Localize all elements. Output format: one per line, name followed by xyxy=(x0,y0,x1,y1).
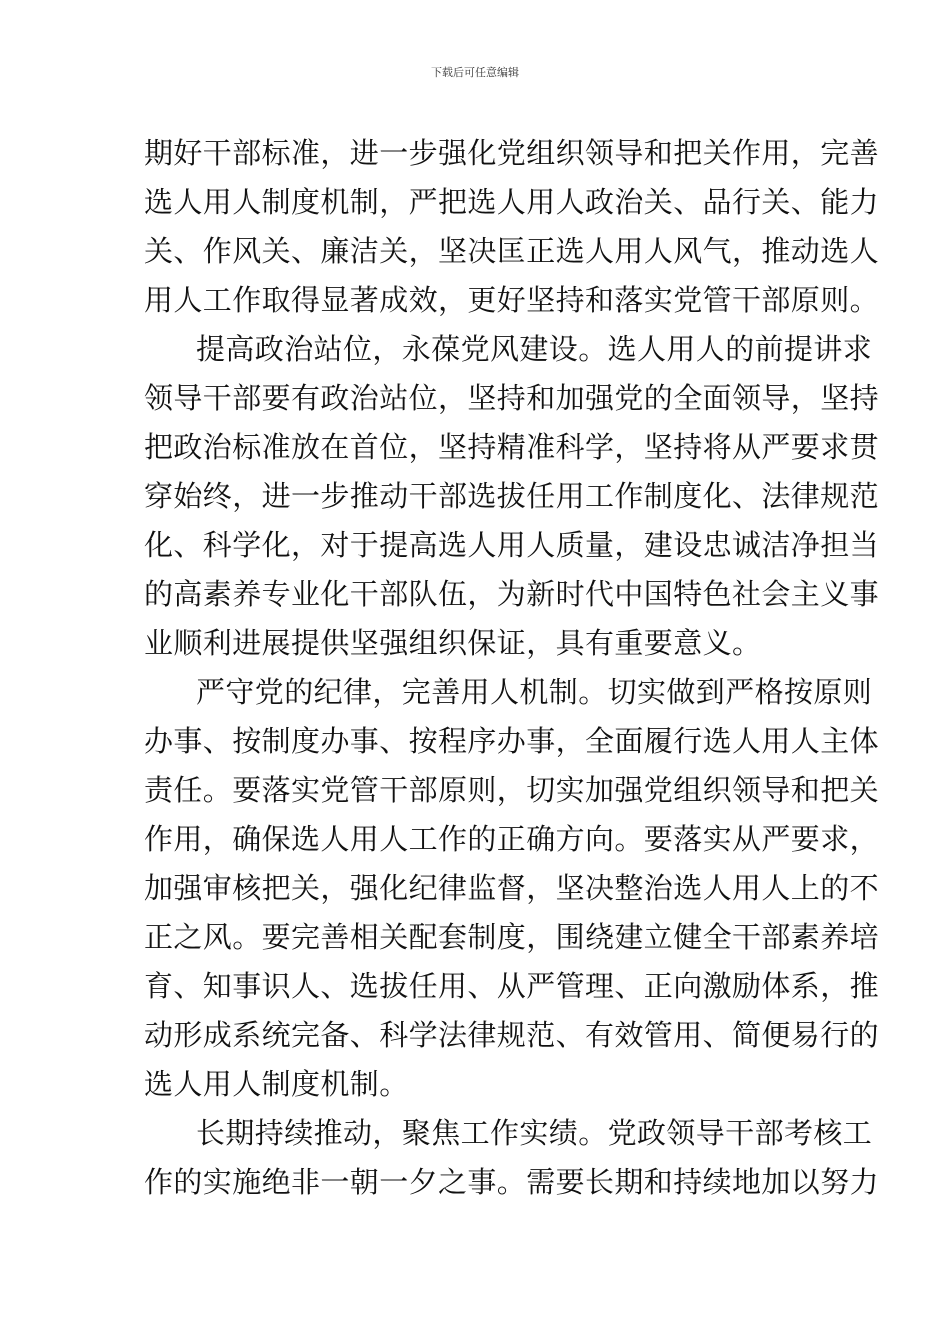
paragraph-first-line: 严守党的纪律，完善用人机制。切实做到严格按原则 xyxy=(196,675,873,709)
text-line: 穿始终，进一步推动干部选拔任用工作制度化、法律规范 xyxy=(144,479,880,513)
text-line: 业顺利进展提供坚强组织保证，具有重要意义。 xyxy=(144,626,762,660)
paragraph-first-line: 长期持续推动，聚焦工作实绩。党政领导干部考核工 xyxy=(196,1116,873,1150)
page-header: 下载后可任意编辑 xyxy=(431,66,519,79)
document-body xyxy=(144,129,880,1207)
text-line: 动形成系统完备、科学法律规范、有效管用、简便易行的 xyxy=(144,1018,880,1052)
text-line: 加强审核把关，强化纪律监督，坚决整治选人用人上的不 xyxy=(144,871,880,905)
text-line: 化、科学化，对于提高选人用人质量，建设忠诚洁净担当 xyxy=(144,528,880,562)
text-line: 的高素养专业化干部队伍，为新时代中国特色社会主义事 xyxy=(144,577,880,611)
text-line: 作的实施绝非一朝一夕之事。需要长期和持续地加以努力 xyxy=(144,1165,880,1199)
text-line: 选人用人制度机制，严把选人用人政治关、品行关、能力 xyxy=(144,185,880,219)
text-line: 关、作风关、廉洁关，坚决匡正选人用人风气，推动选人 xyxy=(144,234,880,268)
text-line: 用人工作取得显著成效，更好坚持和落实党管干部原则。 xyxy=(144,283,880,317)
text-line: 期好干部标准，进一步强化党组织领导和把关作用，完善 xyxy=(144,136,880,170)
text-line: 作用，确保选人用人工作的正确方向。要落实从严要求， xyxy=(144,822,880,856)
text-line: 把政治标准放在首位，坚持精准科学，坚持将从严要求贯 xyxy=(144,430,880,464)
text-line: 正之风。要完善相关配套制度，围绕建立健全干部素养培 xyxy=(144,920,880,954)
text-line: 领导干部要有政治站位，坚持和加强党的全面领导，坚持 xyxy=(144,381,880,415)
paragraph-first-line: 提高政治站位，永葆党风建设。选人用人的前提讲求 xyxy=(196,332,873,366)
text-line: 责任。要落实党管干部原则，切实加强党组织领导和把关 xyxy=(144,773,880,807)
text-line: 育、知事识人、选拔任用、从严管理、正向激励体系，推 xyxy=(144,969,880,1003)
text-line: 办事、按制度办事、按程序办事，全面履行选人用人主体 xyxy=(144,724,880,758)
text-line: 选人用人制度机制。 xyxy=(144,1067,409,1101)
